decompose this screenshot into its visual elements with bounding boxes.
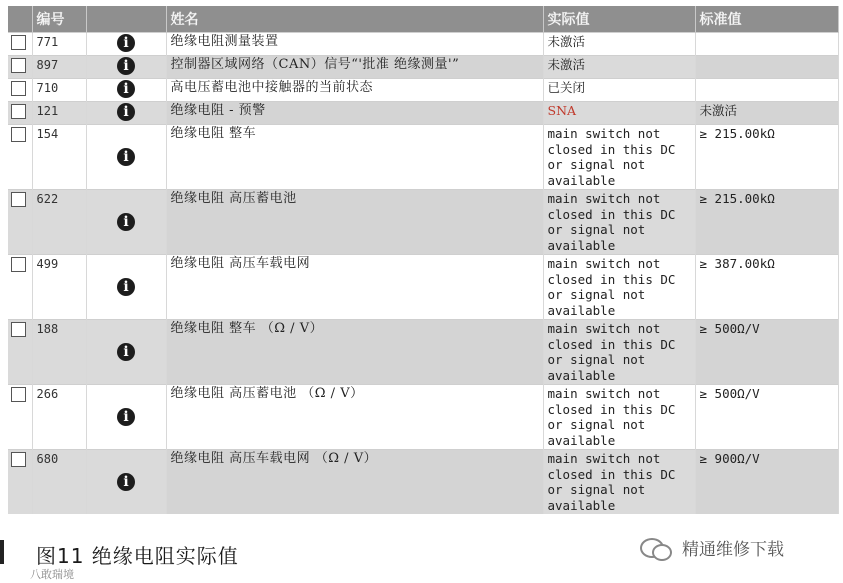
row-actual: 已关闭 <box>543 79 695 102</box>
source-text: 八敢瑞境 <box>30 568 74 581</box>
row-checkbox[interactable] <box>11 192 26 207</box>
info-icon[interactable]: i <box>117 148 135 166</box>
table-row <box>8 320 838 385</box>
info-cell <box>86 79 166 102</box>
table-row <box>8 125 838 190</box>
row-name: 绝缘电阻 高压蓄电池 <box>166 190 543 255</box>
row-actual: main switch not closed in this DC or signal not available <box>543 320 695 385</box>
table-row <box>8 33 838 56</box>
table-header-row <box>8 6 838 33</box>
table-row <box>8 385 838 450</box>
table-row <box>8 450 838 515</box>
info-cell <box>86 385 166 450</box>
table-row <box>8 79 838 102</box>
row-checkbox-cell <box>8 56 32 79</box>
row-name: 绝缘电阻 - 预警 <box>166 102 543 125</box>
row-standard: ≥ 500Ω/V <box>695 320 838 385</box>
info-cell <box>86 125 166 190</box>
info-icon[interactable]: i <box>117 80 135 98</box>
header-id: 编号 <box>32 6 86 33</box>
row-id: 121 <box>32 102 86 125</box>
row-standard: 未激活 <box>695 102 838 125</box>
row-actual: SNA <box>543 102 695 125</box>
row-name: 绝缘电阻 高压车载电网 <box>166 255 543 320</box>
info-icon[interactable]: i <box>117 343 135 361</box>
row-checkbox-cell <box>8 320 32 385</box>
row-standard: ≥ 215.00kΩ <box>695 190 838 255</box>
info-icon[interactable]: i <box>117 408 135 426</box>
row-name: 绝缘电阻 整车 （Ω / V） <box>166 320 543 385</box>
row-standard <box>695 56 838 79</box>
info-cell <box>86 190 166 255</box>
row-checkbox-cell <box>8 190 32 255</box>
row-checkbox[interactable] <box>11 387 26 402</box>
row-actual: main switch not closed in this DC or signal not available <box>543 450 695 515</box>
row-standard: ≥ 387.00kΩ <box>695 255 838 320</box>
row-standard <box>695 33 838 56</box>
info-cell <box>86 255 166 320</box>
row-standard <box>695 79 838 102</box>
table-row <box>8 56 838 79</box>
row-name: 控制器区域网络（CAN）信号“'批准 绝缘测量'” <box>166 56 543 79</box>
header-info-cell <box>86 6 166 33</box>
table-row <box>8 255 838 320</box>
header-name: 姓名 <box>166 6 543 33</box>
measured-values-table <box>8 6 839 514</box>
row-actual: main switch not closed in this DC or signal not available <box>543 125 695 190</box>
row-id: 266 <box>32 385 86 450</box>
row-checkbox[interactable] <box>11 58 26 73</box>
info-icon[interactable]: i <box>117 213 135 231</box>
row-id: 622 <box>32 190 86 255</box>
row-id: 188 <box>32 320 86 385</box>
row-id: 710 <box>32 79 86 102</box>
table-row <box>8 102 838 125</box>
row-checkbox[interactable] <box>11 257 26 272</box>
info-cell <box>86 320 166 385</box>
row-standard: ≥ 500Ω/V <box>695 385 838 450</box>
row-name: 绝缘电阻 整车 <box>166 125 543 190</box>
info-icon[interactable]: i <box>117 34 135 52</box>
info-icon[interactable]: i <box>117 57 135 75</box>
row-name: 高电压蓄电池中接触器的当前状态 <box>166 79 543 102</box>
row-checkbox[interactable] <box>11 452 26 467</box>
row-checkbox[interactable] <box>11 104 26 119</box>
header-checkbox-cell <box>8 6 32 33</box>
figure-caption: 图11 绝缘电阻实际值 <box>36 544 239 568</box>
row-checkbox[interactable] <box>11 127 26 142</box>
row-checkbox-cell <box>8 33 32 56</box>
table-row <box>8 190 838 255</box>
row-actual: 未激活 <box>543 56 695 79</box>
row-checkbox-cell <box>8 125 32 190</box>
row-checkbox[interactable] <box>11 81 26 96</box>
watermark-text: 精通维修下载 <box>682 540 784 560</box>
row-standard: ≥ 215.00kΩ <box>695 125 838 190</box>
info-icon[interactable]: i <box>117 103 135 121</box>
caption-marker <box>0 540 4 564</box>
row-actual: main switch not closed in this DC or signal not available <box>543 385 695 450</box>
row-standard: ≥ 900Ω/V <box>695 450 838 515</box>
row-checkbox[interactable] <box>11 322 26 337</box>
row-id: 680 <box>32 450 86 515</box>
row-actual: 未激活 <box>543 33 695 56</box>
wechat-icon <box>640 536 674 560</box>
info-cell <box>86 33 166 56</box>
row-checkbox-cell <box>8 385 32 450</box>
row-checkbox-cell <box>8 79 32 102</box>
row-id: 771 <box>32 33 86 56</box>
info-cell <box>86 102 166 125</box>
row-actual: main switch not closed in this DC or signal not available <box>543 255 695 320</box>
row-id: 154 <box>32 125 86 190</box>
info-cell <box>86 450 166 515</box>
header-actual: 实际值 <box>543 6 695 33</box>
row-checkbox[interactable] <box>11 35 26 50</box>
row-checkbox-cell <box>8 102 32 125</box>
watermark <box>640 535 784 560</box>
info-icon[interactable]: i <box>117 473 135 491</box>
row-name: 绝缘电阻 高压蓄电池 （Ω / V） <box>166 385 543 450</box>
header-standard: 标准值 <box>695 6 838 33</box>
info-cell <box>86 56 166 79</box>
row-id: 897 <box>32 56 86 79</box>
row-checkbox-cell <box>8 255 32 320</box>
row-name: 绝缘电阻测量装置 <box>166 33 543 56</box>
row-actual: main switch not closed in this DC or signal not available <box>543 190 695 255</box>
row-name: 绝缘电阻 高压车载电网 （Ω / V） <box>166 450 543 515</box>
row-checkbox-cell <box>8 450 32 515</box>
row-id: 499 <box>32 255 86 320</box>
info-icon[interactable]: i <box>117 278 135 296</box>
